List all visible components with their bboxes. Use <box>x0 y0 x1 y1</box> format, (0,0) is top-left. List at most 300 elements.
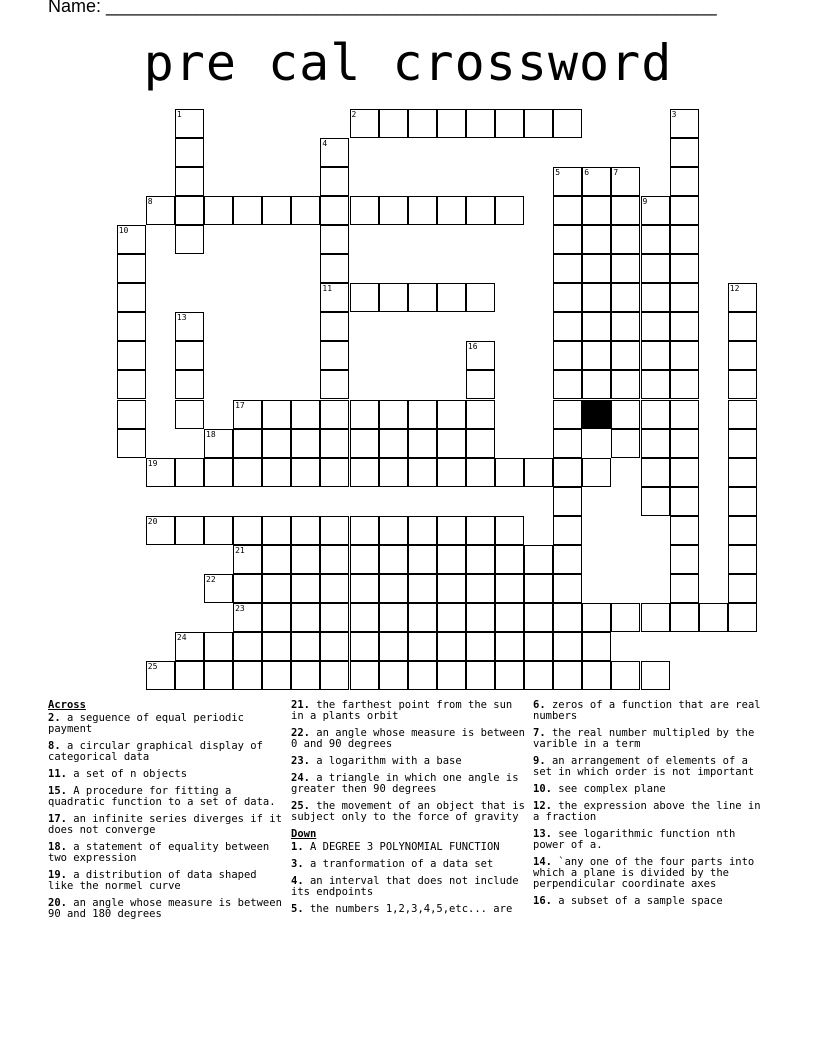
clue-text: a logarithm with a base <box>309 755 462 767</box>
grid-cell[interactable] <box>262 196 291 225</box>
grid-cell[interactable] <box>670 400 699 429</box>
grid-cell[interactable] <box>728 429 757 458</box>
grid-cell[interactable] <box>262 429 291 458</box>
clue-text: a subset of a sample space <box>551 895 723 907</box>
grid-cell[interactable] <box>233 516 262 545</box>
grid-cell[interactable] <box>291 574 320 603</box>
grid-cell[interactable] <box>728 400 757 429</box>
grid-cell[interactable] <box>728 458 757 487</box>
grid-cell[interactable] <box>379 283 408 312</box>
grid-cell[interactable] <box>204 516 233 545</box>
grid-cell[interactable] <box>524 632 553 661</box>
grid-cell[interactable] <box>437 545 466 574</box>
grid-cell[interactable] <box>437 109 466 138</box>
grid-cell[interactable] <box>611 661 640 690</box>
grid-cell[interactable] <box>466 603 495 632</box>
grid-cell[interactable] <box>117 341 146 370</box>
grid-cell[interactable] <box>524 574 553 603</box>
grid-cell[interactable] <box>320 661 349 690</box>
grid-cell[interactable] <box>495 574 524 603</box>
grid-cell[interactable] <box>670 312 699 341</box>
grid-cell[interactable] <box>379 603 408 632</box>
grid-cell[interactable] <box>611 225 640 254</box>
grid-cell[interactable] <box>175 312 204 341</box>
grid-cell[interactable] <box>437 516 466 545</box>
grid-cell[interactable] <box>582 370 611 399</box>
grid-cell[interactable] <box>553 167 582 196</box>
grid-cell[interactable] <box>117 225 146 254</box>
grid-cell[interactable] <box>437 574 466 603</box>
grid-cell[interactable] <box>582 196 611 225</box>
grid-cell[interactable] <box>611 370 640 399</box>
grid-cell[interactable] <box>582 225 611 254</box>
clue-number-label: 2. <box>48 712 61 724</box>
grid-cell[interactable] <box>350 603 379 632</box>
grid-cell[interactable] <box>553 429 582 458</box>
grid-cell[interactable] <box>466 109 495 138</box>
clue-number-label: 7. <box>533 727 546 739</box>
grid-cell[interactable] <box>262 516 291 545</box>
grid-cell[interactable] <box>350 196 379 225</box>
grid-cell[interactable] <box>117 429 146 458</box>
grid-cell[interactable] <box>466 545 495 574</box>
grid-cell[interactable] <box>233 574 262 603</box>
grid-cell[interactable] <box>262 574 291 603</box>
grid-cell[interactable] <box>466 574 495 603</box>
grid-cell[interactable] <box>204 632 233 661</box>
grid-cell[interactable] <box>175 661 204 690</box>
grid-cell[interactable] <box>379 400 408 429</box>
grid-cell[interactable] <box>670 109 699 138</box>
clue-item <box>533 801 771 823</box>
grid-cell[interactable] <box>670 341 699 370</box>
grid-cell[interactable] <box>670 138 699 167</box>
grid-cell[interactable] <box>291 400 320 429</box>
grid-cell[interactable] <box>262 458 291 487</box>
grid-cell[interactable] <box>350 400 379 429</box>
grid-cell[interactable] <box>204 574 233 603</box>
grid-cell[interactable] <box>553 312 582 341</box>
clue-number: 12 <box>729 284 740 294</box>
clue-number-label: 19. <box>48 869 67 881</box>
grid-cell[interactable] <box>117 400 146 429</box>
grid-cell[interactable] <box>379 574 408 603</box>
grid-cell[interactable] <box>495 661 524 690</box>
grid-cell[interactable] <box>379 429 408 458</box>
grid-cell[interactable] <box>233 196 262 225</box>
grid-cell[interactable] <box>641 661 670 690</box>
grid-cell[interactable] <box>437 283 466 312</box>
grid-cell[interactable] <box>437 632 466 661</box>
grid-cell[interactable] <box>291 458 320 487</box>
grid-cell[interactable] <box>466 516 495 545</box>
grid-cell[interactable] <box>350 545 379 574</box>
grid-cell[interactable] <box>553 545 582 574</box>
clue-item <box>291 876 529 898</box>
grid-cell[interactable] <box>466 632 495 661</box>
grid-cell[interactable] <box>611 603 640 632</box>
clue-text: the numbers 1,2,3,4,5,etc... are <box>303 903 513 915</box>
clue-text: A procedure for fitting a quadratic function to a set of data. <box>48 785 276 808</box>
grid-cell[interactable] <box>350 429 379 458</box>
grid-cell[interactable] <box>553 400 582 429</box>
grid-cell[interactable] <box>320 225 349 254</box>
grid-cell[interactable] <box>611 254 640 283</box>
clue-number-label: 23. <box>291 755 310 767</box>
clue-item <box>533 829 771 851</box>
clue-number: 2 <box>351 109 357 119</box>
clues-column-2 <box>291 700 529 921</box>
grid-cell[interactable] <box>611 283 640 312</box>
grid-cell[interactable] <box>291 196 320 225</box>
clue-number: 22 <box>206 575 216 585</box>
grid-cell[interactable] <box>408 109 437 138</box>
grid-cell[interactable] <box>320 138 349 167</box>
grid-cell[interactable] <box>553 574 582 603</box>
grid-cell[interactable] <box>670 370 699 399</box>
clue-number-label: 12. <box>533 800 552 812</box>
grid-cell[interactable] <box>553 370 582 399</box>
grid-cell[interactable] <box>466 400 495 429</box>
grid-cell[interactable] <box>641 254 670 283</box>
clue-number-label: 4. <box>291 875 304 887</box>
grid-cell[interactable] <box>320 429 349 458</box>
grid-cell[interactable] <box>320 254 349 283</box>
grid-cell[interactable] <box>495 545 524 574</box>
grid-cell[interactable] <box>291 516 320 545</box>
clue-number: 18 <box>206 429 216 439</box>
grid-cell[interactable] <box>670 545 699 574</box>
clue-number: 24 <box>176 633 187 643</box>
grid-cell[interactable] <box>553 632 582 661</box>
grid-cell[interactable] <box>611 341 640 370</box>
grid-cell[interactable] <box>437 196 466 225</box>
grid-cell[interactable] <box>670 254 699 283</box>
clue-text: an angle whose measure is between 90 and 180 degrees <box>48 897 282 920</box>
grid-cell[interactable] <box>175 370 204 399</box>
grid-cell[interactable] <box>233 429 262 458</box>
grid-cell[interactable] <box>553 487 582 516</box>
grid-cell[interactable] <box>553 341 582 370</box>
grid-cell[interactable] <box>553 516 582 545</box>
grid-cell[interactable] <box>437 400 466 429</box>
grid-cell[interactable] <box>670 225 699 254</box>
grid-cell[interactable] <box>495 516 524 545</box>
grid-cell[interactable] <box>641 196 670 225</box>
clue-number-label: 15. <box>48 785 67 797</box>
grid-cell[interactable] <box>262 632 291 661</box>
grid-cell[interactable] <box>146 516 175 545</box>
grid-cell[interactable] <box>466 283 495 312</box>
grid-cell[interactable] <box>350 574 379 603</box>
grid-cell[interactable] <box>320 574 349 603</box>
grid-cell[interactable] <box>379 458 408 487</box>
grid-cell[interactable] <box>408 545 437 574</box>
grid-cell[interactable] <box>641 487 670 516</box>
clue-item <box>48 713 286 735</box>
grid-cell[interactable] <box>437 429 466 458</box>
grid-cell[interactable] <box>611 312 640 341</box>
clue-number: 25 <box>147 662 158 672</box>
grid-cell[interactable] <box>728 312 757 341</box>
grid-cell[interactable] <box>670 458 699 487</box>
clue-item <box>291 773 529 795</box>
grid-cell[interactable] <box>146 458 175 487</box>
grid-cell[interactable] <box>320 312 349 341</box>
grid-cell[interactable] <box>670 283 699 312</box>
clue-item <box>48 870 286 892</box>
grid-cell[interactable] <box>175 341 204 370</box>
grid-cell[interactable] <box>641 458 670 487</box>
grid-cell[interactable] <box>670 167 699 196</box>
grid-cell[interactable] <box>291 603 320 632</box>
grid-cell[interactable] <box>262 545 291 574</box>
grid-cell[interactable] <box>524 109 553 138</box>
grid-cell[interactable] <box>582 603 611 632</box>
grid-cell[interactable] <box>437 661 466 690</box>
grid-cell[interactable] <box>291 545 320 574</box>
grid-cell[interactable] <box>553 225 582 254</box>
grid-cell[interactable] <box>408 283 437 312</box>
clue-text: an interval that does not include its endpoints <box>291 875 519 898</box>
grid-cell[interactable] <box>233 603 262 632</box>
grid-cell[interactable] <box>408 400 437 429</box>
grid-cell[interactable] <box>524 458 553 487</box>
grid-cell[interactable] <box>408 516 437 545</box>
grid-cell[interactable] <box>495 458 524 487</box>
clue-number: 13 <box>176 313 187 323</box>
grid-cell[interactable] <box>146 196 175 225</box>
grid-cell[interactable] <box>553 603 582 632</box>
grid-cell[interactable] <box>553 458 582 487</box>
grid-cell[interactable] <box>350 458 379 487</box>
grid-cell[interactable] <box>175 516 204 545</box>
clue-number-label: 22. <box>291 727 310 739</box>
grid-cell[interactable] <box>408 574 437 603</box>
grid-cell[interactable] <box>117 254 146 283</box>
grid-cell[interactable] <box>233 545 262 574</box>
clue-text: the movement of an object that is subject only to the force of gravity <box>291 800 525 823</box>
grid-cell[interactable] <box>728 545 757 574</box>
grid-cell[interactable] <box>320 400 349 429</box>
grid-cell[interactable] <box>670 574 699 603</box>
clue-number-label: 9. <box>533 755 546 767</box>
grid-cell[interactable] <box>320 516 349 545</box>
grid-cell[interactable] <box>175 109 204 138</box>
clue-item <box>533 728 771 750</box>
grid-cell[interactable] <box>582 254 611 283</box>
clue-number-label: 17. <box>48 813 67 825</box>
grid-cell[interactable] <box>582 341 611 370</box>
grid-cell[interactable] <box>437 458 466 487</box>
grid-cell[interactable] <box>466 429 495 458</box>
grid-cell[interactable] <box>670 603 699 632</box>
clue-number: 20 <box>147 516 158 526</box>
grid-cell[interactable] <box>466 196 495 225</box>
grid-cell[interactable] <box>582 167 611 196</box>
grid-cell[interactable] <box>350 283 379 312</box>
grid-cell[interactable] <box>553 254 582 283</box>
grid-cell[interactable] <box>117 283 146 312</box>
clue-item <box>48 786 286 808</box>
clue-number-label: 3. <box>291 858 304 870</box>
clue-item <box>533 756 771 778</box>
grid-cell[interactable] <box>670 196 699 225</box>
clue-text: a triangle in which one angle is greater then 90 degrees <box>291 772 519 795</box>
grid-cell[interactable] <box>233 458 262 487</box>
grid-cell[interactable] <box>611 167 640 196</box>
grid-cell[interactable] <box>582 283 611 312</box>
grid-cell[interactable] <box>728 487 757 516</box>
grid-cell[interactable] <box>320 545 349 574</box>
grid-cell[interactable] <box>117 370 146 399</box>
grid-cell[interactable] <box>233 661 262 690</box>
grid-cell[interactable] <box>728 370 757 399</box>
grid-cell[interactable] <box>320 632 349 661</box>
clue-item <box>533 857 771 890</box>
grid-cell[interactable] <box>699 603 728 632</box>
clue-text: an infinite series diverges if it does not converge <box>48 813 282 836</box>
grid-cell[interactable] <box>611 400 640 429</box>
grid-cell[interactable] <box>641 225 670 254</box>
grid-cell[interactable] <box>233 400 262 429</box>
clues-column-3 <box>533 700 771 913</box>
grid-cell[interactable] <box>466 458 495 487</box>
grid-cell[interactable] <box>379 516 408 545</box>
grid-cell[interactable] <box>582 312 611 341</box>
grid-cell[interactable] <box>320 603 349 632</box>
grid-cell[interactable] <box>553 283 582 312</box>
grid-cell[interactable] <box>379 109 408 138</box>
grid-cell[interactable] <box>320 341 349 370</box>
grid-cell[interactable] <box>350 632 379 661</box>
grid-cell[interactable] <box>466 341 495 370</box>
grid-cell[interactable] <box>350 661 379 690</box>
grid-cell[interactable] <box>204 661 233 690</box>
grid-cell[interactable] <box>379 661 408 690</box>
grid-cell[interactable] <box>641 429 670 458</box>
grid-cell[interactable] <box>175 458 204 487</box>
clue-item <box>291 756 529 767</box>
clue-number: 4 <box>322 138 328 148</box>
grid-cell[interactable] <box>262 661 291 690</box>
grid-cell[interactable] <box>408 458 437 487</box>
grid-cell[interactable] <box>611 196 640 225</box>
clue-number: 21 <box>235 546 245 555</box>
grid-cell[interactable] <box>495 632 524 661</box>
grid-cell[interactable] <box>641 603 670 632</box>
grid-cell[interactable] <box>466 661 495 690</box>
grid-cell[interactable] <box>175 138 204 167</box>
grid-cell[interactable] <box>524 545 553 574</box>
grid-cell[interactable] <box>408 632 437 661</box>
grid-cell[interactable] <box>728 516 757 545</box>
clue-number-label: 20. <box>48 897 67 909</box>
clue-text: `any one of the four parts into which a plane is divided by the perpendicular coordinate axes <box>533 856 755 890</box>
grid-cell[interactable] <box>524 661 553 690</box>
grid-cell[interactable] <box>117 312 146 341</box>
clue-number-label: 8. <box>48 740 61 752</box>
grid-cell[interactable] <box>408 661 437 690</box>
grid-cell[interactable] <box>320 283 349 312</box>
grid-cell[interactable] <box>408 196 437 225</box>
grid-cell[interactable] <box>233 632 262 661</box>
grid-cell[interactable] <box>728 283 757 312</box>
grid-cell[interactable] <box>291 632 320 661</box>
grid-cell[interactable] <box>524 603 553 632</box>
grid-cell[interactable] <box>175 632 204 661</box>
grid-cell[interactable] <box>641 400 670 429</box>
grid-cell[interactable] <box>670 429 699 458</box>
grid-cell[interactable] <box>379 632 408 661</box>
grid-cell[interactable] <box>582 661 611 690</box>
grid-cell[interactable] <box>320 458 349 487</box>
grid-cell[interactable] <box>262 603 291 632</box>
grid-cell[interactable] <box>175 225 204 254</box>
grid-cell[interactable] <box>728 574 757 603</box>
grid-cell[interactable] <box>350 516 379 545</box>
grid-cell[interactable] <box>379 545 408 574</box>
grid-cell[interactable] <box>553 196 582 225</box>
grid-cell[interactable] <box>350 109 379 138</box>
grid-cell[interactable] <box>728 603 757 632</box>
grid-cell[interactable] <box>582 632 611 661</box>
grid-cell[interactable] <box>553 109 582 138</box>
grid-cell[interactable] <box>641 283 670 312</box>
grid-cell[interactable] <box>262 400 291 429</box>
clue-item <box>48 842 286 864</box>
grid-cell[interactable] <box>466 370 495 399</box>
grid-cell[interactable] <box>582 458 611 487</box>
grid-cell[interactable] <box>175 400 204 429</box>
clue-number-label: 5. <box>291 903 304 915</box>
grid-cell[interactable] <box>175 196 204 225</box>
grid-cell[interactable] <box>320 167 349 196</box>
grid-cell[interactable] <box>495 603 524 632</box>
grid-cell[interactable] <box>728 341 757 370</box>
grid-cell[interactable] <box>291 429 320 458</box>
clue-number-label: 14. <box>533 856 552 868</box>
grid-cell[interactable] <box>379 196 408 225</box>
grid-cell[interactable] <box>670 487 699 516</box>
clue-number: 19 <box>147 458 158 468</box>
grid-cell[interactable] <box>641 312 670 341</box>
clue-text: a distribution of data shaped like the normel curve <box>48 869 257 892</box>
grid-cell[interactable] <box>320 196 349 225</box>
grid-cell[interactable] <box>611 429 640 458</box>
grid-cell[interactable] <box>495 196 524 225</box>
grid-cell[interactable] <box>204 196 233 225</box>
grid-cell[interactable] <box>320 370 349 399</box>
grid-cell[interactable] <box>408 429 437 458</box>
grid-cell[interactable] <box>437 603 466 632</box>
grid-cell[interactable] <box>553 661 582 690</box>
clue-number-label: 24. <box>291 772 310 784</box>
grid-cell[interactable] <box>204 458 233 487</box>
grid-cell[interactable] <box>641 341 670 370</box>
grid-cell[interactable] <box>641 370 670 399</box>
name-field[interactable]: Name: _____________________________________________________________ <box>48 0 717 16</box>
grid-cell[interactable] <box>204 429 233 458</box>
grid-cell[interactable] <box>670 516 699 545</box>
clue-number: 16 <box>467 342 478 352</box>
grid-cell[interactable] <box>146 661 175 690</box>
grid-cell[interactable] <box>291 661 320 690</box>
clue-number: 3 <box>671 109 677 119</box>
grid-cell[interactable] <box>495 109 524 138</box>
grid-cell[interactable] <box>175 167 204 196</box>
grid-cell[interactable] <box>408 603 437 632</box>
